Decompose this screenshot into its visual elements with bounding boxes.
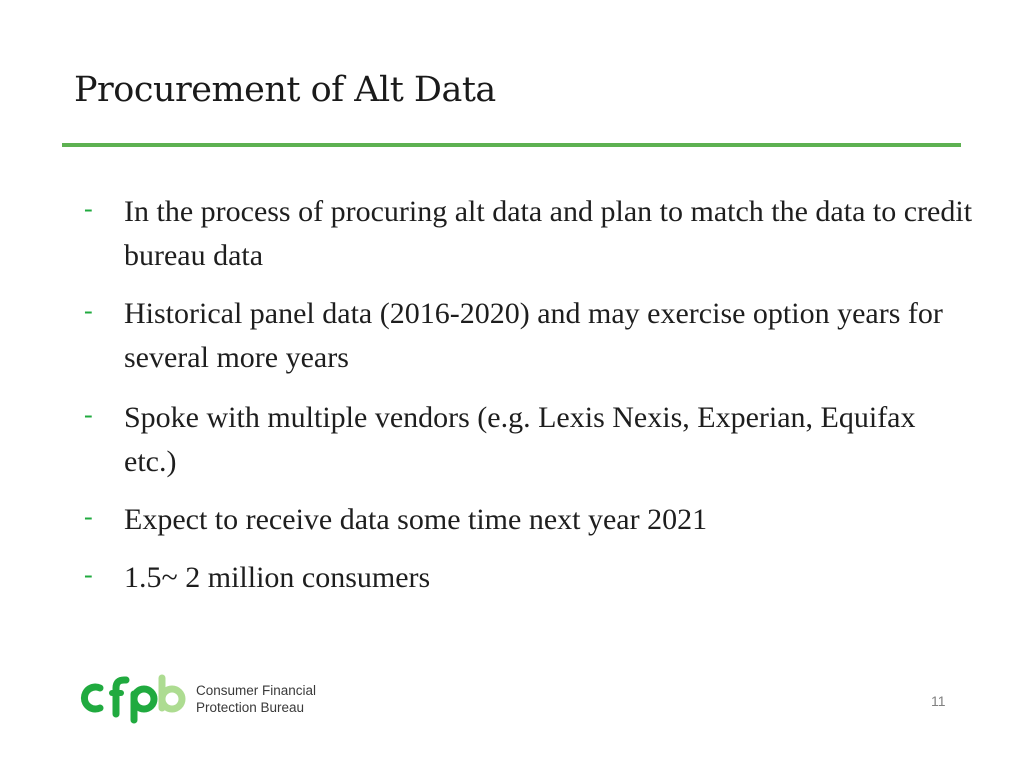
bullet-marker: - — [84, 400, 93, 429]
bullet-marker: - — [84, 502, 93, 531]
title-divider — [62, 143, 961, 147]
logo-line-2: Protection Bureau — [196, 700, 305, 715]
slide-title: Procurement of Alt Data — [74, 70, 496, 110]
bullet-text: Spoke with multiple vendors (e.g. Lexis Nexis, Experian, Equifax etc.) — [124, 401, 916, 478]
bullet-text: 1.5~ 2 million consumers — [124, 561, 431, 594]
bullet-text: In the process of procuring alt data and plan to match the data to credit bureau data — [124, 195, 973, 272]
cfpb-logo — [78, 672, 338, 724]
bullet-text: Expect to receive data some time next year 2021 — [124, 503, 708, 536]
logo-line-1: Consumer Financial — [196, 683, 317, 698]
bullet-marker: - — [84, 560, 93, 589]
cfpb-wordmark-icon — [78, 672, 188, 724]
bullet-text: Historical panel data (2016-2020) and may exercise option years for several more years — [124, 297, 943, 374]
bullet-marker: - — [84, 194, 93, 223]
bullet-marker: - — [84, 296, 93, 325]
page-number: 11 — [931, 693, 946, 709]
logo-agency-name — [196, 682, 316, 716]
